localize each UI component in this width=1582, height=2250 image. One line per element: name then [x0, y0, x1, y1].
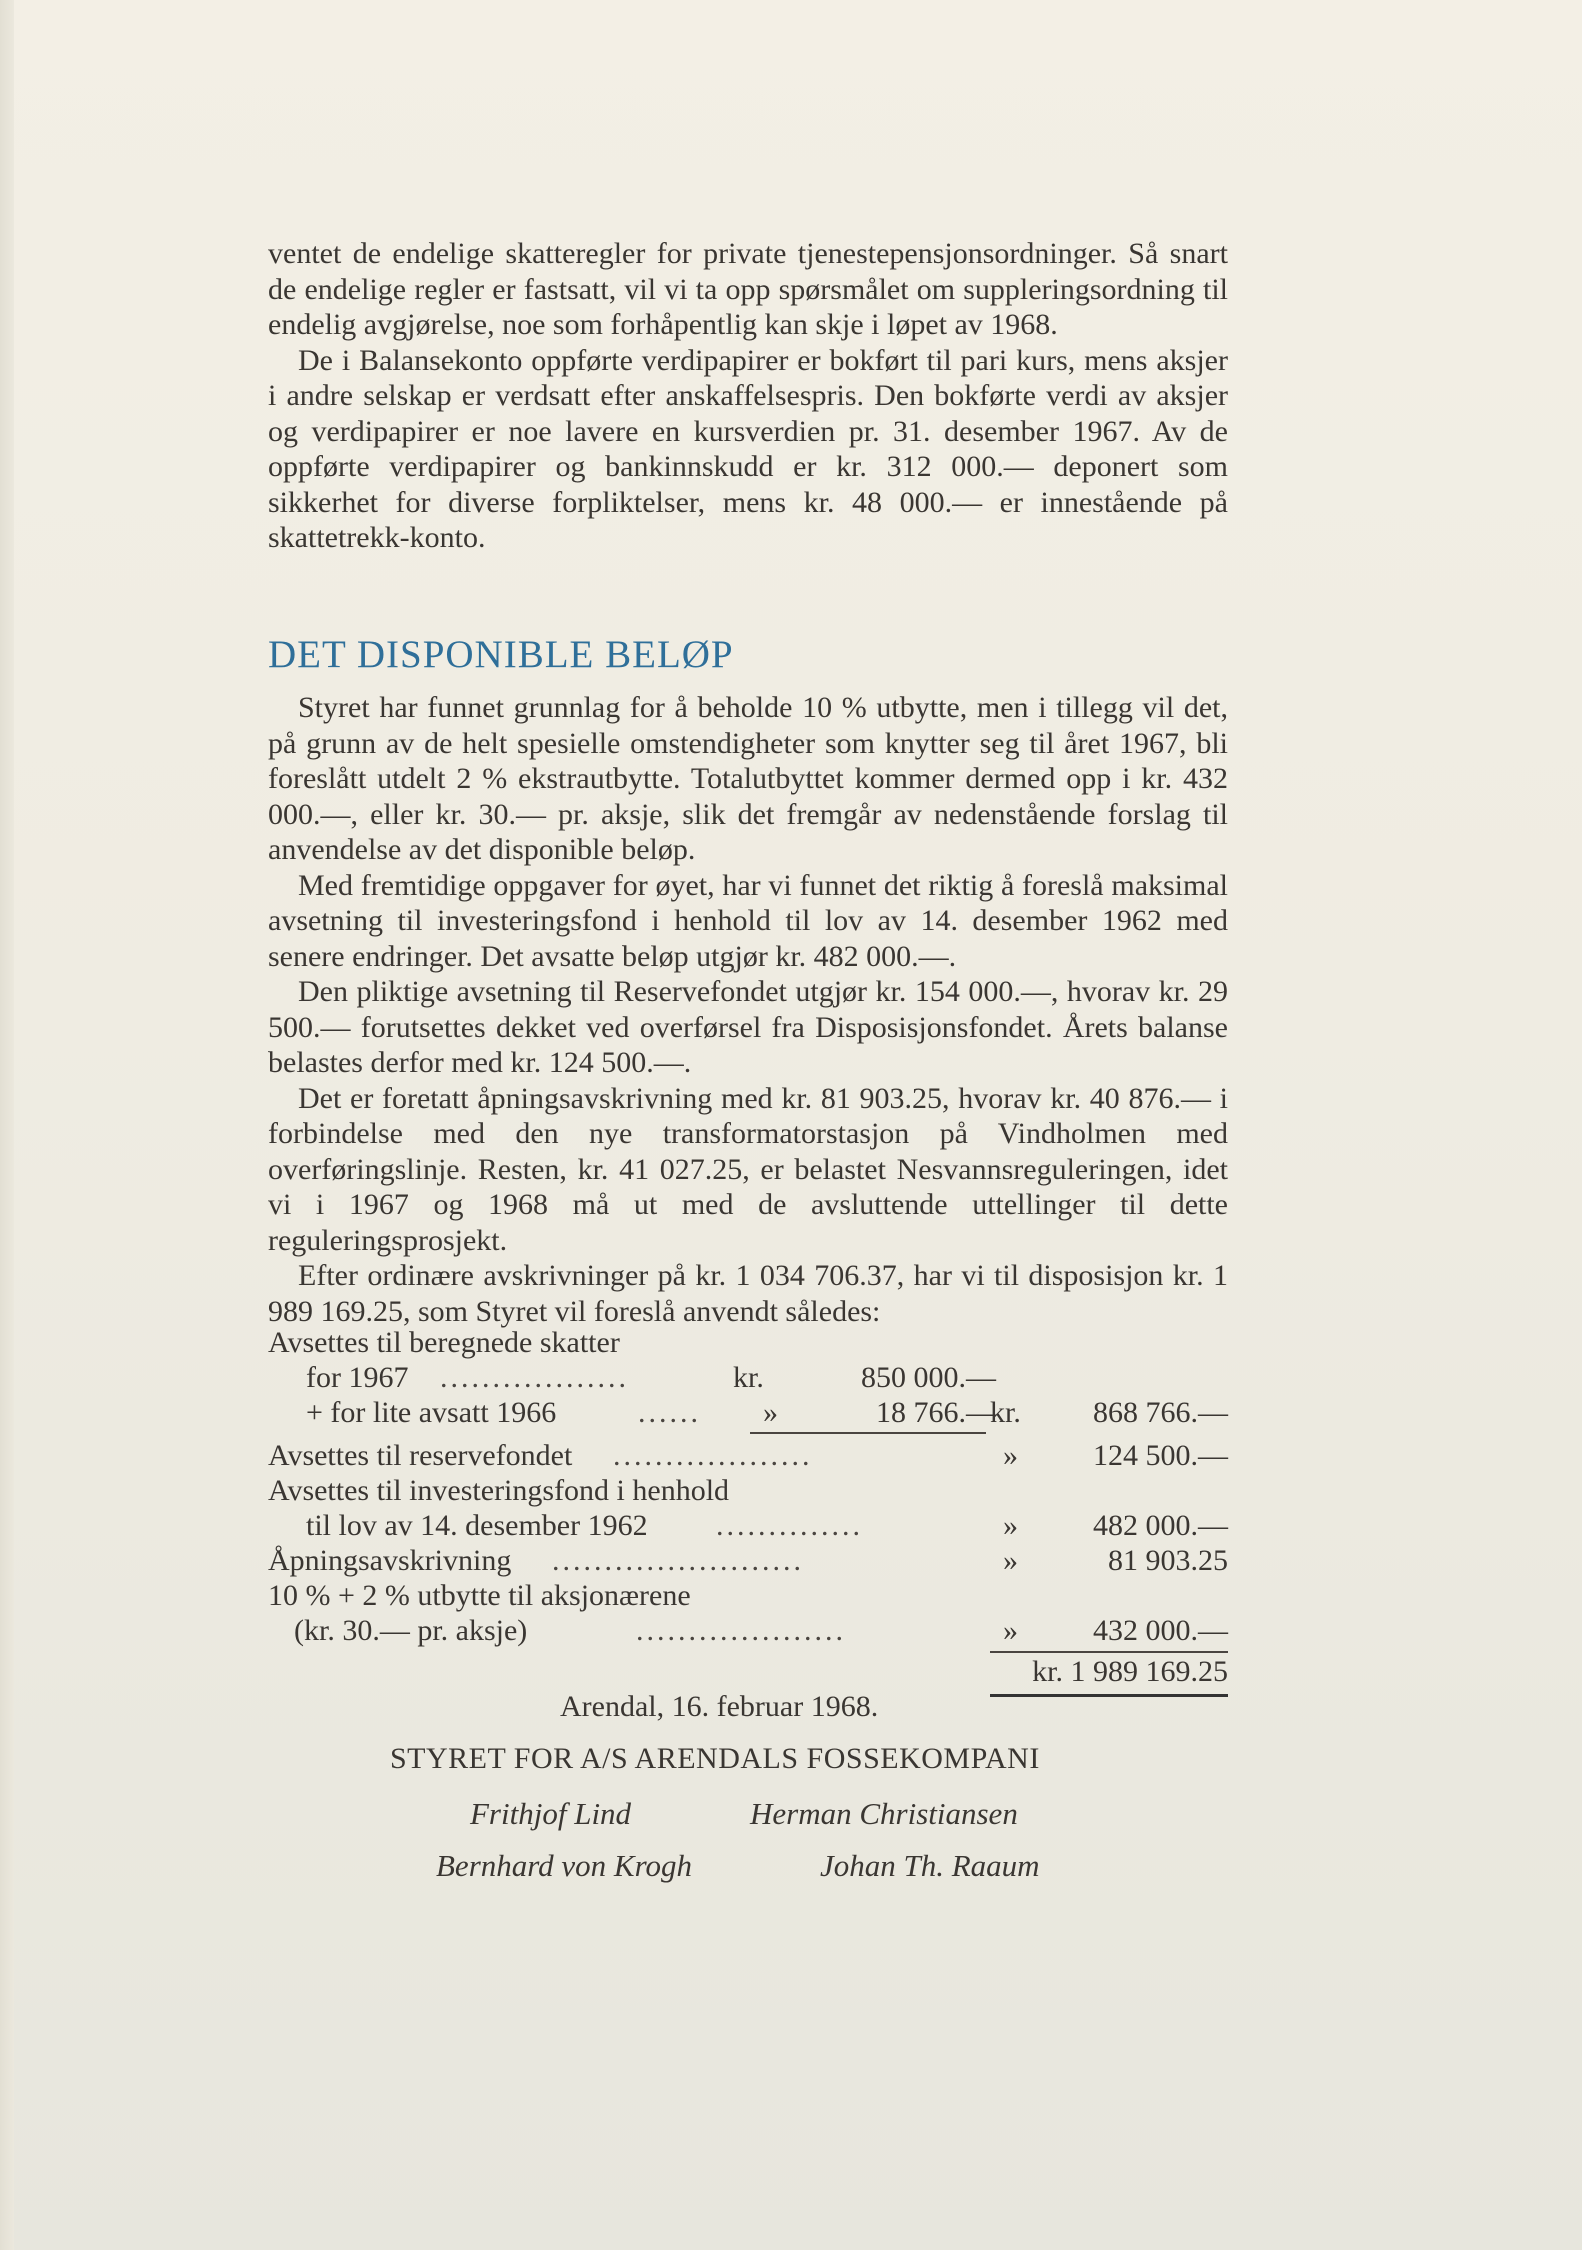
row-label: + for lite avsatt 1966 — [306, 1396, 557, 1429]
leader-dots: .................... — [636, 1614, 846, 1647]
table-row — [268, 1360, 1228, 1395]
leader-dots: .................. — [440, 1361, 629, 1394]
currency: kr. — [733, 1361, 764, 1394]
amount: 850 000.— — [861, 1361, 996, 1394]
page-edge-shadow — [0, 0, 14, 2250]
grand-total: kr. 1 989 169.25 — [1032, 1655, 1228, 1688]
row-label: Avsettes til reservefondet — [268, 1439, 573, 1472]
paragraph: Styret har funnet grunnlag for å beholde 10 % utbytte, men i tillegg vil det, på grunn av de helt spesielle omstendigheter som knytter seg til året 1967, bli foreslått utdelt 2 % ekstrautbytte. Totalutbyttet kommer dermed opp i kr. 432 000.—, eller kr. 30.— pr. aksje, slik det fremgår av nedenstående forslag til anvendelse av det disponible beløp. — [268, 691, 1228, 866]
amount: 868 766.— — [1093, 1396, 1228, 1429]
paragraph: Det er foretatt åpningsavskrivning med kr. 81 903.25, hvorav kr. 40 876.— i forbindelse med den nye transformatorstasjon på Vindholmen med overføringslinje. Resten, kr. 41 027.25, er belastet Nesvannsreguleringen, idet vi i 1967 og 1968 må ut med de avsluttende uttellinger til dette reguleringsprosjekt. — [268, 1081, 1228, 1257]
currency: » — [1003, 1614, 1018, 1647]
total-rule — [990, 1651, 1228, 1653]
signature: Frithjof Lind — [470, 1796, 632, 1831]
paragraph: De i Balansekonto oppførte verdipapirer er bokført til pari kurs, mens aksjer i andre selskap er verdsatt efter anskaffelsespris. Den bokførte verdi av aksjer og verdipapirer er noe lavere en kursverdien pr. 31. desember 1967. Av de oppførte verdipapirer og bankinnskudd er kr. 312 000.— deponert som sikkerhet for diverse forpliktelser, mens kr. 48 000.— er innestående på skattetrekk-konto. — [268, 343, 1228, 554]
table-row — [268, 1325, 1228, 1360]
row-label: til lov av 14. desember 1962 — [306, 1509, 648, 1542]
table-row — [268, 1473, 1228, 1508]
signature: Herman Christiansen — [750, 1796, 1018, 1831]
signature: Johan Th. Raaum — [820, 1848, 1040, 1883]
amount: 81 903.25 — [1108, 1544, 1228, 1577]
currency: kr. — [990, 1396, 1021, 1429]
row-label: Avsettes til beregnede skatter — [268, 1326, 620, 1359]
currency: » — [1003, 1544, 1018, 1577]
intro-text — [268, 236, 1228, 556]
row-label: for 1967 — [306, 1361, 409, 1394]
table-row-total — [268, 1654, 1228, 1689]
double-total-rule — [990, 1694, 1228, 1697]
table-row — [268, 1578, 1228, 1613]
amount: 482 000.— — [1093, 1509, 1228, 1542]
table-row — [268, 1508, 1228, 1543]
leader-dots: ........................ — [552, 1544, 804, 1577]
leader-dots: ................... — [613, 1439, 813, 1472]
row-label: 10 % + 2 % utbytte til aksjonærene — [268, 1579, 691, 1612]
paragraph: Efter ordinære avskrivninger på kr. 1 034 706.37, har vi til disposisjon kr. 1 989 169.25, som Styret vil foreslå anvendt således: — [268, 1259, 1228, 1328]
paragraph: Den pliktige avsetning til Reservefondet utgjør kr. 154 000.—, hvorav kr. 29 500.— forutsettes dekket ved overførsel fra Disposisjonsfondet. Årets balanse belastes derfor med kr. 124 500.—. — [268, 975, 1228, 1079]
currency: » — [1003, 1439, 1018, 1472]
paragraph: Med fremtidige oppgaver for øyet, har vi funnet det riktig å foreslå maksimal avsetning til investeringsfond i henhold til lov av 14. desember 1962 med senere endringer. Det avsatte beløp utgjør kr. 482 000.—. — [268, 868, 1228, 973]
board-title: STYRET FOR A/S ARENDALS FOSSEKOMPANI — [390, 1742, 1040, 1775]
row-label: (kr. 30.— pr. aksje) — [294, 1614, 528, 1647]
section-body — [268, 690, 1228, 1329]
row-label: Avsettes til investeringsfond i henhold — [268, 1474, 730, 1507]
amount: 18 766.— — [876, 1396, 996, 1429]
subtotal-rule — [750, 1432, 986, 1434]
leader-dots: ...... — [638, 1396, 701, 1429]
paragraph: ventet de endelige skatteregler for private tjenestepensjonsordninger. Så snart de endelige regler er fastsatt, vil vi ta opp spørsmålet om suppleringsordning til endelig avgjørelse, noe som forhåpentlig kan skje i løpet av 1968. — [268, 237, 1228, 341]
allocation-table — [268, 1325, 1228, 1689]
table-row — [268, 1543, 1228, 1578]
row-label: Åpningsavskrivning — [268, 1544, 512, 1577]
currency: » — [763, 1396, 778, 1429]
place-date: Arendal, 16. februar 1968. — [560, 1690, 879, 1723]
leader-dots: .............. — [716, 1509, 863, 1542]
amount: 432 000.— — [1093, 1614, 1228, 1647]
signature: Bernhard von Krogh — [436, 1848, 693, 1883]
currency: » — [1003, 1509, 1018, 1542]
table-row — [268, 1613, 1228, 1648]
table-row — [268, 1395, 1228, 1430]
section-heading: DET DISPONIBLE BELØP — [268, 633, 734, 676]
amount: 124 500.— — [1093, 1439, 1228, 1472]
table-row — [268, 1438, 1228, 1473]
